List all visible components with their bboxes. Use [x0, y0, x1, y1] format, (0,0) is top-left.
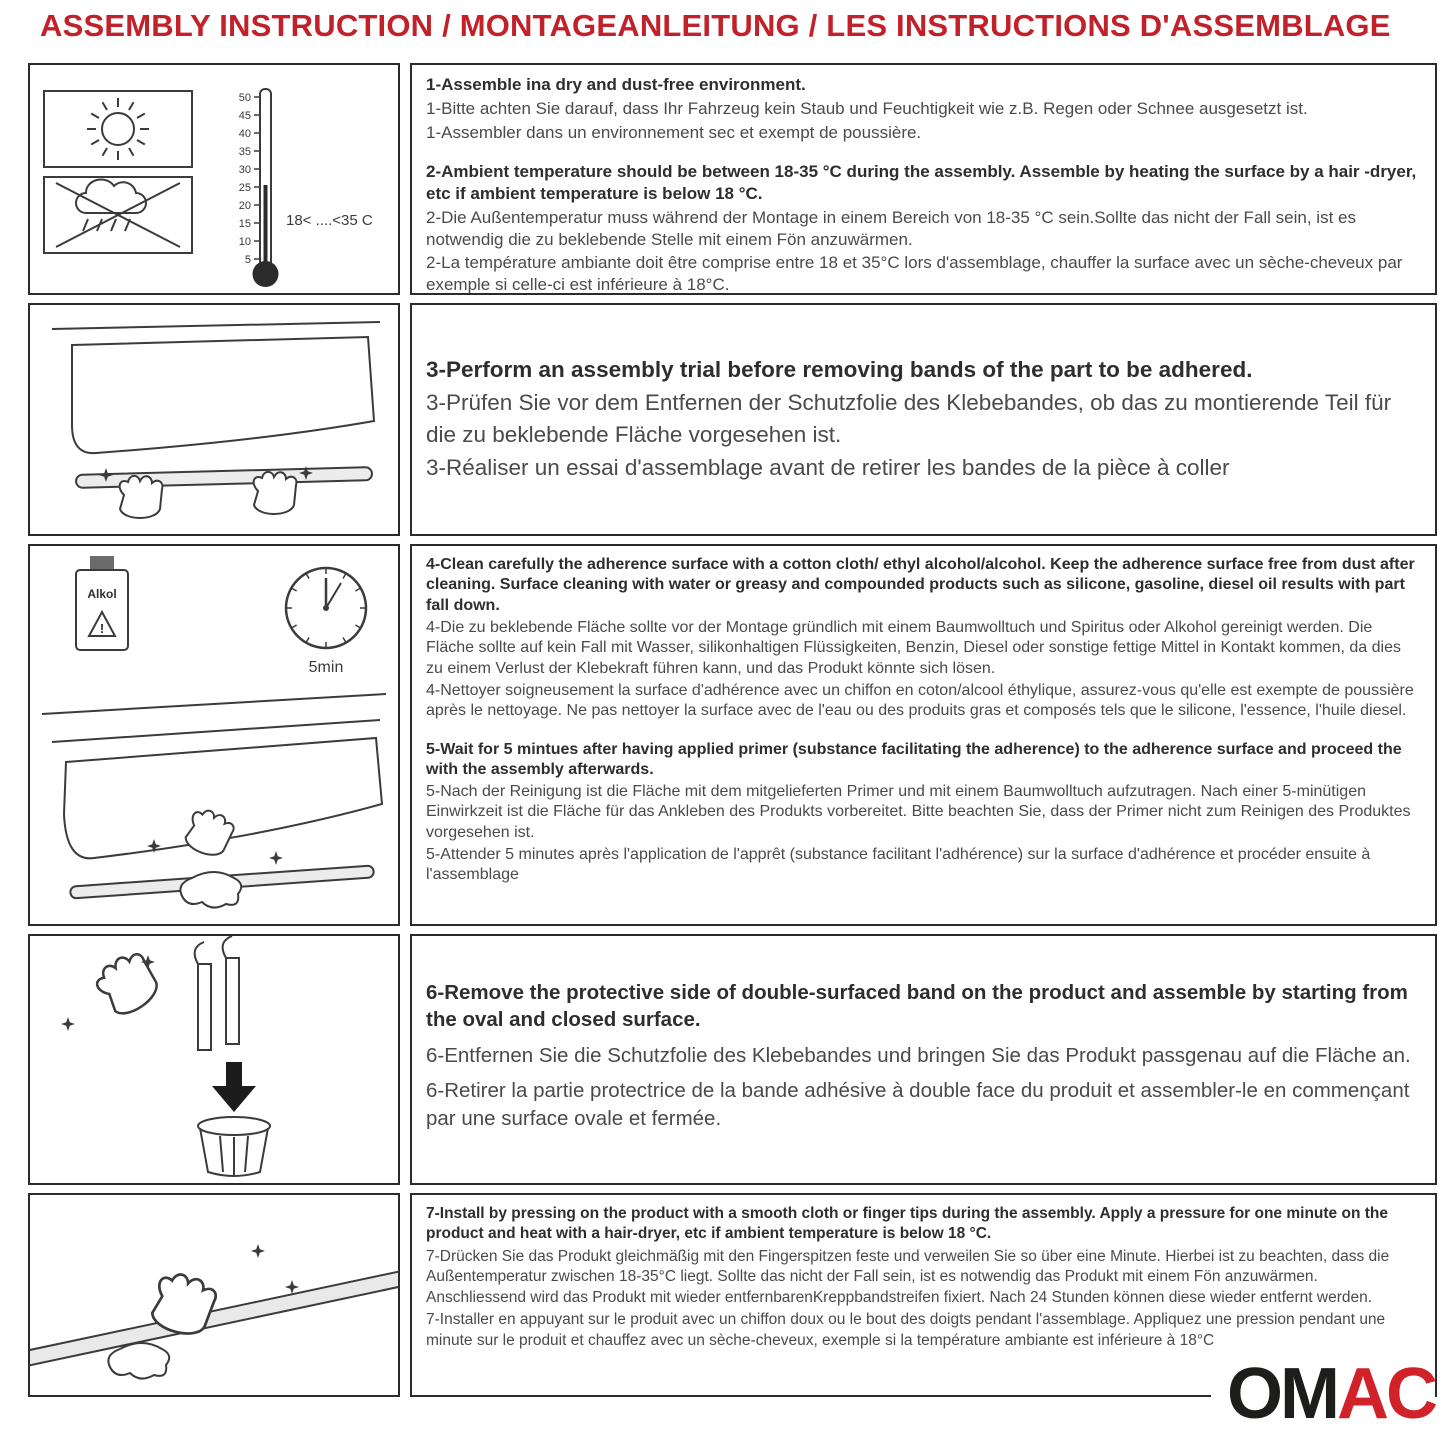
thermometer-icon — [239, 89, 373, 287]
step-2-en: 2-Ambient temperature should be between 18-35 °C during the assembly. Assemble by heating the surface by a hair -dryer, etc if ambient temperature is below 18 °C. — [426, 162, 1417, 203]
step-1-en: 1-Assemble ina dry and dust-free environment. — [426, 75, 806, 94]
scale-label: 35 — [238, 146, 251, 158]
trim-strip — [30, 1265, 398, 1367]
step-5-en: 5-Wait for 5 mintues after having applied primer (substance facilitating the adherence) to the adherence surface and proceed the with the assembly afterwards. — [426, 740, 1402, 778]
scale-label: 30 — [238, 164, 251, 176]
temperature-range-label: 18< ....<35 C — [286, 212, 373, 229]
sun-icon — [44, 91, 192, 167]
page-title: ASSEMBLY INSTRUCTION / MONTAGEANLEITUNG / LES INSTRUCTIONS D'ASSEMBLAGE — [40, 8, 1391, 43]
logo-text-om: OM — [1227, 1354, 1337, 1434]
step-5-fr: 5-Attender 5 minutes après l'application de l'apprêt (substance facilitant l'adhérence) sur la surface d'adhérence et procéder ensuite à l'assemblage — [426, 846, 1371, 884]
step-2-fr: 2-La température ambiante doit être comprise entre 18 et 35°C lors d'assemblage, chauffer la surface avec un sèche-cheveux par exemple si celle-ci est inférieure à 18°C. — [426, 253, 1403, 294]
illustration-press-install — [28, 1193, 400, 1397]
arrow-down-icon — [212, 1062, 256, 1112]
scale-label: 25 — [238, 182, 251, 194]
sparkle-icon — [285, 1280, 299, 1294]
step-5-de: 5-Nach der Reinigung ist die Fläche mit dem mitgelieferten Primer und mit einem Baumwolltuch aufzutragen. Nach einer 5-minütigen Einwirkzeit ist die Fläche für das Ankleben des Produkts vorbereitet. Bitte beachten Sie, dass der Primer nicht zum Reinigen des Produktes vorgesehen ist. — [426, 783, 1411, 841]
omac-logo — [1211, 1352, 1435, 1436]
step-3-en: 3-Perform an assembly trial before removing bands of the part to be adhered. — [426, 357, 1253, 383]
section-steps-1-2 — [410, 63, 1437, 295]
scale-label: 5 — [244, 254, 251, 266]
step-6-fr: 6-Retirer la partie protectrice de la bande adhésive à double face du produit et assembler-le en commençant par une surface ovale et fermée. — [426, 1079, 1410, 1130]
step-1-fr: 1-Assembler dans un environnement sec et exempt de poussière. — [426, 122, 922, 142]
step-3-de: 3-Prüfen Sie vor dem Entfernen der Schutzfolie des Klebebandes, ob das zu montierende Teil für die zu beklebende Fläche vorgesehen ist. — [426, 390, 1392, 447]
illustration-environment-temperature — [28, 63, 400, 295]
step-7-en: 7-Install by pressing on the product with a smooth cloth or finger tips during the assembly. Apply a pressure for one minute on the product and heat with a hair-dryer, etc if ambient temperature is below 18 °C. — [426, 1205, 1388, 1243]
wait-time-label: 5min — [308, 659, 344, 676]
logo-text-ac: AC — [1337, 1354, 1435, 1434]
sparkle-icon — [61, 1017, 75, 1031]
step-6-en: 6-Remove the protective side of double-surfaced band on the product and assemble by starting from the oval and closed surface. — [426, 980, 1408, 1032]
step-7-de: 7-Drücken Sie das Produkt gleichmäßig mit den Fingerspitzen feste und verweilen Sie so über eine Minute. Hierbei ist zu beachten, dass die Außentemperatur zwischen 18-35°C liegt. Sollte das nicht der Fall sein, ist es notwendig das Produkt mit einem Fön anzuwärmen. Anschliessend wird das Produkt mit wieder entfernbarenKreppbandstreifen fixiert. Nach 24 Stunden können diese wieder entfernt werden. — [426, 1247, 1390, 1306]
step-4-de: 4-Die zu beklebende Fläche sollte vor der Montage gründlich mit einem Baumwolltuch und Spiritus oder Alkohol gereinigt werden. Die Fläche sollte auf kein Fall mit Wasser, silikonhaltigen Flüssigkeiten, Benzin, Diesel oder sonstige fettige Mittel in Kontakt kommen, da dies zu einem Verlust der Klebekraft führen kann, und das Produkt könnte sich lösen. — [426, 618, 1401, 677]
scale-label: 20 — [238, 200, 251, 212]
no-rain-icon — [44, 177, 192, 253]
remove-band-drawing — [30, 936, 398, 1183]
alcohol-bottle-icon — [76, 556, 128, 650]
environment-temperature-drawing — [30, 65, 398, 293]
adhesive-strips-icon — [195, 936, 239, 1050]
step-4-en: 4-Clean carefully the adherence surface with a cotton cloth/ ethyl alcohol/alcohol. Keep the adherence surface free from dust after cleaning. Surface cleaning with water or greasy and compounded products such as silicone, gasoline, diesel oil results with part fall down. — [426, 556, 1415, 614]
trash-can-icon — [198, 1117, 270, 1176]
section-steps-4-5 — [410, 544, 1437, 926]
clean-primer-drawing — [30, 546, 398, 924]
step-7-fr: 7-Installer en appuyant sur le produit avec un chiffon doux ou le bout des doigts pendant l'assemblage. Appliquez une pression pendant une minute sur le produit et chauffez avec un sèche-cheveux, exemple si la température ambiante est inférieure à 18°C — [426, 1311, 1386, 1349]
illustration-assembly-trial — [28, 303, 400, 536]
press-install-drawing — [30, 1195, 398, 1395]
scale-label: 40 — [238, 128, 251, 140]
scale-label: 15 — [238, 218, 251, 230]
bottle-label: Alkol — [87, 587, 117, 601]
sparkle-icon — [251, 1244, 265, 1258]
car-door-sketch — [52, 322, 380, 453]
illustration-remove-band — [28, 934, 400, 1185]
illustration-clean-primer — [28, 544, 400, 926]
hand-icon — [61, 947, 165, 1031]
scale-label: 10 — [238, 236, 251, 248]
scale-label: 45 — [238, 110, 251, 122]
clock-icon — [286, 568, 366, 648]
warning-mark: ! — [99, 621, 105, 636]
step-6-de: 6-Entfernen Sie die Schutzfolie des Klebebandes und bringen Sie das Produkt passgenau auf die Fläche an. — [426, 1043, 1411, 1067]
sparkle-icon — [269, 851, 283, 865]
step-4-fr: 4-Nettoyer soigneusement la surface d'adhérence avec un chiffon en coton/alcool éthylique, assurez-vous qu'elle est exempte de poussière après le nettoyage. Ne pas nettoyer la surface avec de l'eau ou des produits gras et composés tels que le silicone, l'essence, l'huile diesel. — [426, 681, 1414, 720]
section-step-6 — [410, 934, 1437, 1185]
section-step-3 — [410, 303, 1437, 536]
scale-label: 50 — [238, 92, 251, 104]
step-3-fr: 3-Réaliser un essai d'assemblage avant de retirer les bandes de la pièce à coller — [426, 454, 1230, 480]
step-2-de: 2-Die Außentemperatur muss während der Montage in einem Bereich von 18-35 °C sein.Sollte das nicht der Fall sein, ist es notwendig die zu beklebende Stelle mit einem Fön anzuwärmen. — [426, 207, 1356, 249]
hand-pressing-icon — [108, 1270, 219, 1379]
assembly-trial-drawing — [30, 305, 398, 534]
step-1-de: 1-Bitte achten Sie darauf, dass Ihr Fahrzeug kein Staub und Feuchtigkeit wie z.B. Regen oder Schnee ausgesetzt ist. — [426, 98, 1308, 118]
